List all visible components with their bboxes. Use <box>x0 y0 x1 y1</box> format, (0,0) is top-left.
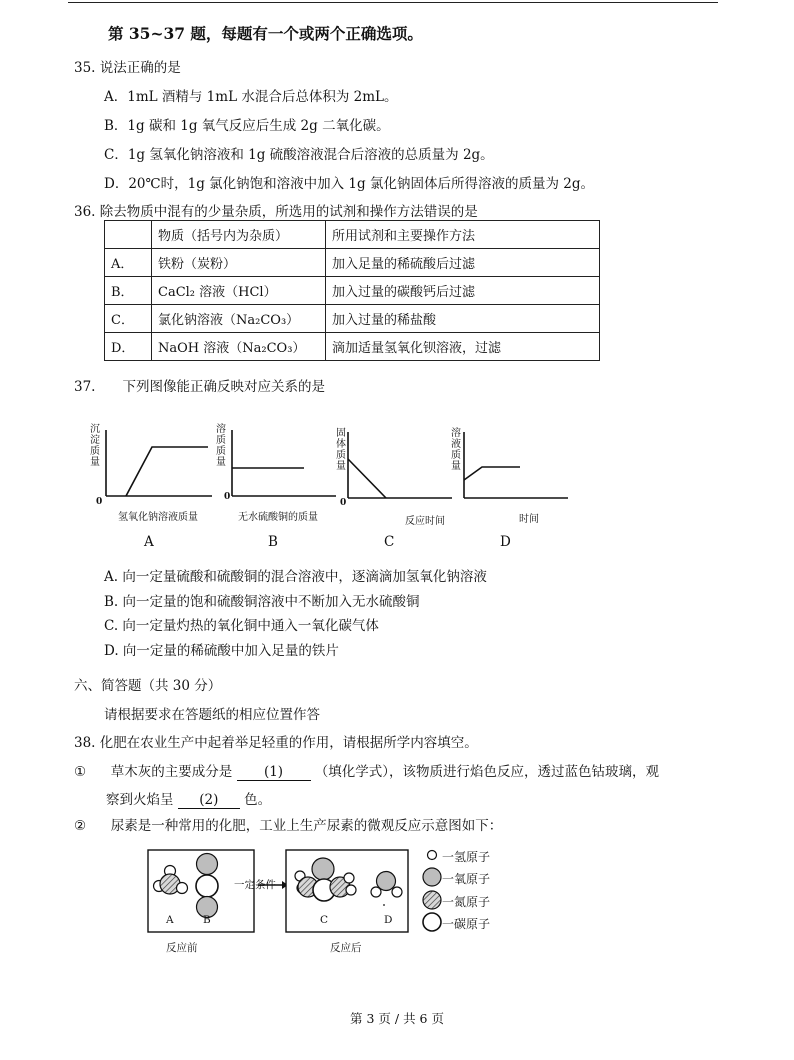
answer-blank-1[interactable]: (1) <box>237 764 311 781</box>
legend-hydrogen-symbol <box>428 851 437 860</box>
q38-item2-line <box>74 814 502 834</box>
answer-blank-2[interactable]: (2) <box>178 792 240 809</box>
hydrogen-atom <box>346 885 356 895</box>
legend-carbon: 一碳原子 <box>442 917 491 931</box>
q38-item1-text-b: （填化学式），该物质进行焰色反应，透过蓝色钴玻璃，观 <box>314 764 660 780</box>
molecule-label-d: D <box>384 914 393 926</box>
graph-a-ylabel: 沉淀质量 <box>90 424 100 468</box>
q38-item1-text-c: 察到火焰呈 <box>106 792 174 808</box>
q35-option-d: D．20℃时，1g 氯化钠饱和溶液中加入 1g 氯化钠固体后所得溶液的质量为 2g。 <box>104 176 594 192</box>
graph-b-ylabel: 溶质质量 <box>216 424 226 468</box>
legend-hydrogen: 一氢原子 <box>442 850 491 864</box>
q38-item1-text-a: 草木灰的主要成分是 <box>110 764 233 780</box>
table-cell: B． <box>105 277 152 305</box>
q35-stem: 35. 说法正确的是 <box>74 60 181 76</box>
legend-nitrogen-symbol <box>423 891 441 909</box>
arrow-condition-label: 一定条件 <box>234 879 276 891</box>
table-row <box>105 305 600 333</box>
oxygen-atom <box>312 858 334 880</box>
after-label: 反应后 <box>330 942 362 954</box>
graph-d-xlabel: 时间 <box>519 514 539 525</box>
table-header-cell: 所用试剂和主要操作方法 <box>326 221 600 249</box>
table-row <box>105 277 600 305</box>
graph-d-curve <box>464 467 520 480</box>
graph-d <box>462 432 572 504</box>
graph-c-xlabel: 反应时间 <box>405 516 445 527</box>
graph-a-origin: 0 <box>96 497 103 507</box>
graph-d-ylabel: 溶液质量 <box>451 428 461 472</box>
q36-table <box>104 220 600 361</box>
q38-stem: 38. 化肥在农业生产中起着举足轻重的作用，请根据所学内容填空。 <box>74 735 478 751</box>
circled-one-marker: ① <box>74 764 87 780</box>
q35-option-b: B．1g 碳和 1g 氧气反应后生成 2g 二氧化碳。 <box>104 118 390 134</box>
table-row <box>105 249 600 277</box>
q37-option-d: D. 向一定量的稀硫酸中加入足量的铁片 <box>104 643 339 659</box>
table-cell: NaOH 溶液（Na₂CO₃） <box>152 333 326 361</box>
table-cell: CaCl₂ 溶液（HCl） <box>152 277 326 305</box>
legend-oxygen-symbol <box>423 868 441 886</box>
q38-item2-text: 尿素是一种常用的化肥，工业上生产尿素的微观反应示意图如下： <box>110 818 503 834</box>
before-label: 反应前 <box>166 942 198 954</box>
graph-b-xlabel: 无水硫酸铜的质量 <box>238 512 318 523</box>
table-cell: 滴加适量氢氧化钡溶液，过滤 <box>326 333 600 361</box>
graph-b <box>230 430 340 505</box>
circled-two-marker: ② <box>74 818 87 834</box>
part6-title: 六、简答题（共 30 分） <box>74 678 222 694</box>
table-cell: C． <box>105 305 152 333</box>
q38-item1-line1 <box>74 760 659 781</box>
carbon-atom <box>196 875 218 897</box>
graph-c-letter: C <box>384 534 395 550</box>
q35-option-a: A．1mL 酒精与 1mL 水混合后总体积为 2mL。 <box>104 89 398 105</box>
q36-stem: 36. 除去物质中混有的少量杂质，所选用的试剂和操作方法错误的是 <box>74 204 478 220</box>
graph-c <box>346 432 456 504</box>
table-cell: 加入足量的稀硫酸后过滤 <box>326 249 600 277</box>
graph-c-curve <box>348 459 386 498</box>
table-header-cell: 物质（括号内为杂质） <box>152 221 326 249</box>
graph-a <box>104 430 214 510</box>
graph-d-letter: D <box>500 534 511 550</box>
molecule-label-a: A <box>166 914 174 926</box>
legend-oxygen: 一氧原子 <box>442 872 491 886</box>
q37-option-a: A. 向一定量硫酸和硫酸铜的混合溶液中，逐滴滴加氢氧化钠溶液 <box>104 569 487 585</box>
legend-nitrogen: 一氮原子 <box>442 895 491 909</box>
table-cell: 加入过量的稀盐酸 <box>326 305 600 333</box>
graph-b-letter: B <box>268 534 278 550</box>
hydrogen-atom <box>344 873 354 883</box>
q37-option-b: B. 向一定量的饱和硫酸铜溶液中不断加入无水硫酸铜 <box>104 594 420 610</box>
molecule-label-c: C <box>320 914 329 926</box>
graph-a-letter: A <box>144 534 154 550</box>
hydrogen-atom <box>371 887 381 897</box>
section-heading: 第 35~37 题，每题有一个或两个正确选项。 <box>108 24 423 43</box>
hydrogen-atom <box>392 887 402 897</box>
molecule-label-b: B <box>203 914 211 926</box>
q38-item1-line2 <box>106 788 271 809</box>
page-footer: 第 3 页 / 共 6 页 <box>350 1011 444 1026</box>
top-rule <box>68 2 718 3</box>
q37-option-c: C. 向一定量灼热的氧化铜中通入一氧化碳气体 <box>104 618 379 634</box>
graph-c-ylabel: 固体质量 <box>336 428 346 472</box>
table-cell: 加入过量的碳酸钙后过滤 <box>326 277 600 305</box>
table-row <box>105 333 600 361</box>
table-cell: D． <box>105 333 152 361</box>
graph-a-curve <box>126 447 208 496</box>
table-cell: 铁粉（炭粉） <box>152 249 326 277</box>
hydrogen-atom <box>177 883 188 894</box>
molecule-b <box>196 854 218 918</box>
q35-option-c: C．1g 氢氧化钠溶液和 1g 硫酸溶液混合后溶液的总质量为 2g。 <box>104 147 494 163</box>
part6-instruction: 请根据要求在答题纸的相应位置作答 <box>104 707 320 723</box>
table-header-row <box>105 221 600 249</box>
graph-c-origin: 0 <box>340 498 347 508</box>
graph-a-xlabel: 氢氧化钠溶液质量 <box>118 512 198 523</box>
table-cell: 氯化钠溶液（Na₂CO₃） <box>152 305 326 333</box>
graph-b-origin: 0 <box>224 492 231 502</box>
oxygen-atom <box>197 854 218 875</box>
table-header-cell <box>105 221 152 249</box>
q37-stem: 37. 下列图像能正确反映对应关系的是 <box>74 379 325 395</box>
q38-item1-text-d: 色。 <box>244 792 272 808</box>
legend-carbon-symbol <box>423 913 441 931</box>
speck <box>383 904 385 906</box>
table-cell: A． <box>105 249 152 277</box>
